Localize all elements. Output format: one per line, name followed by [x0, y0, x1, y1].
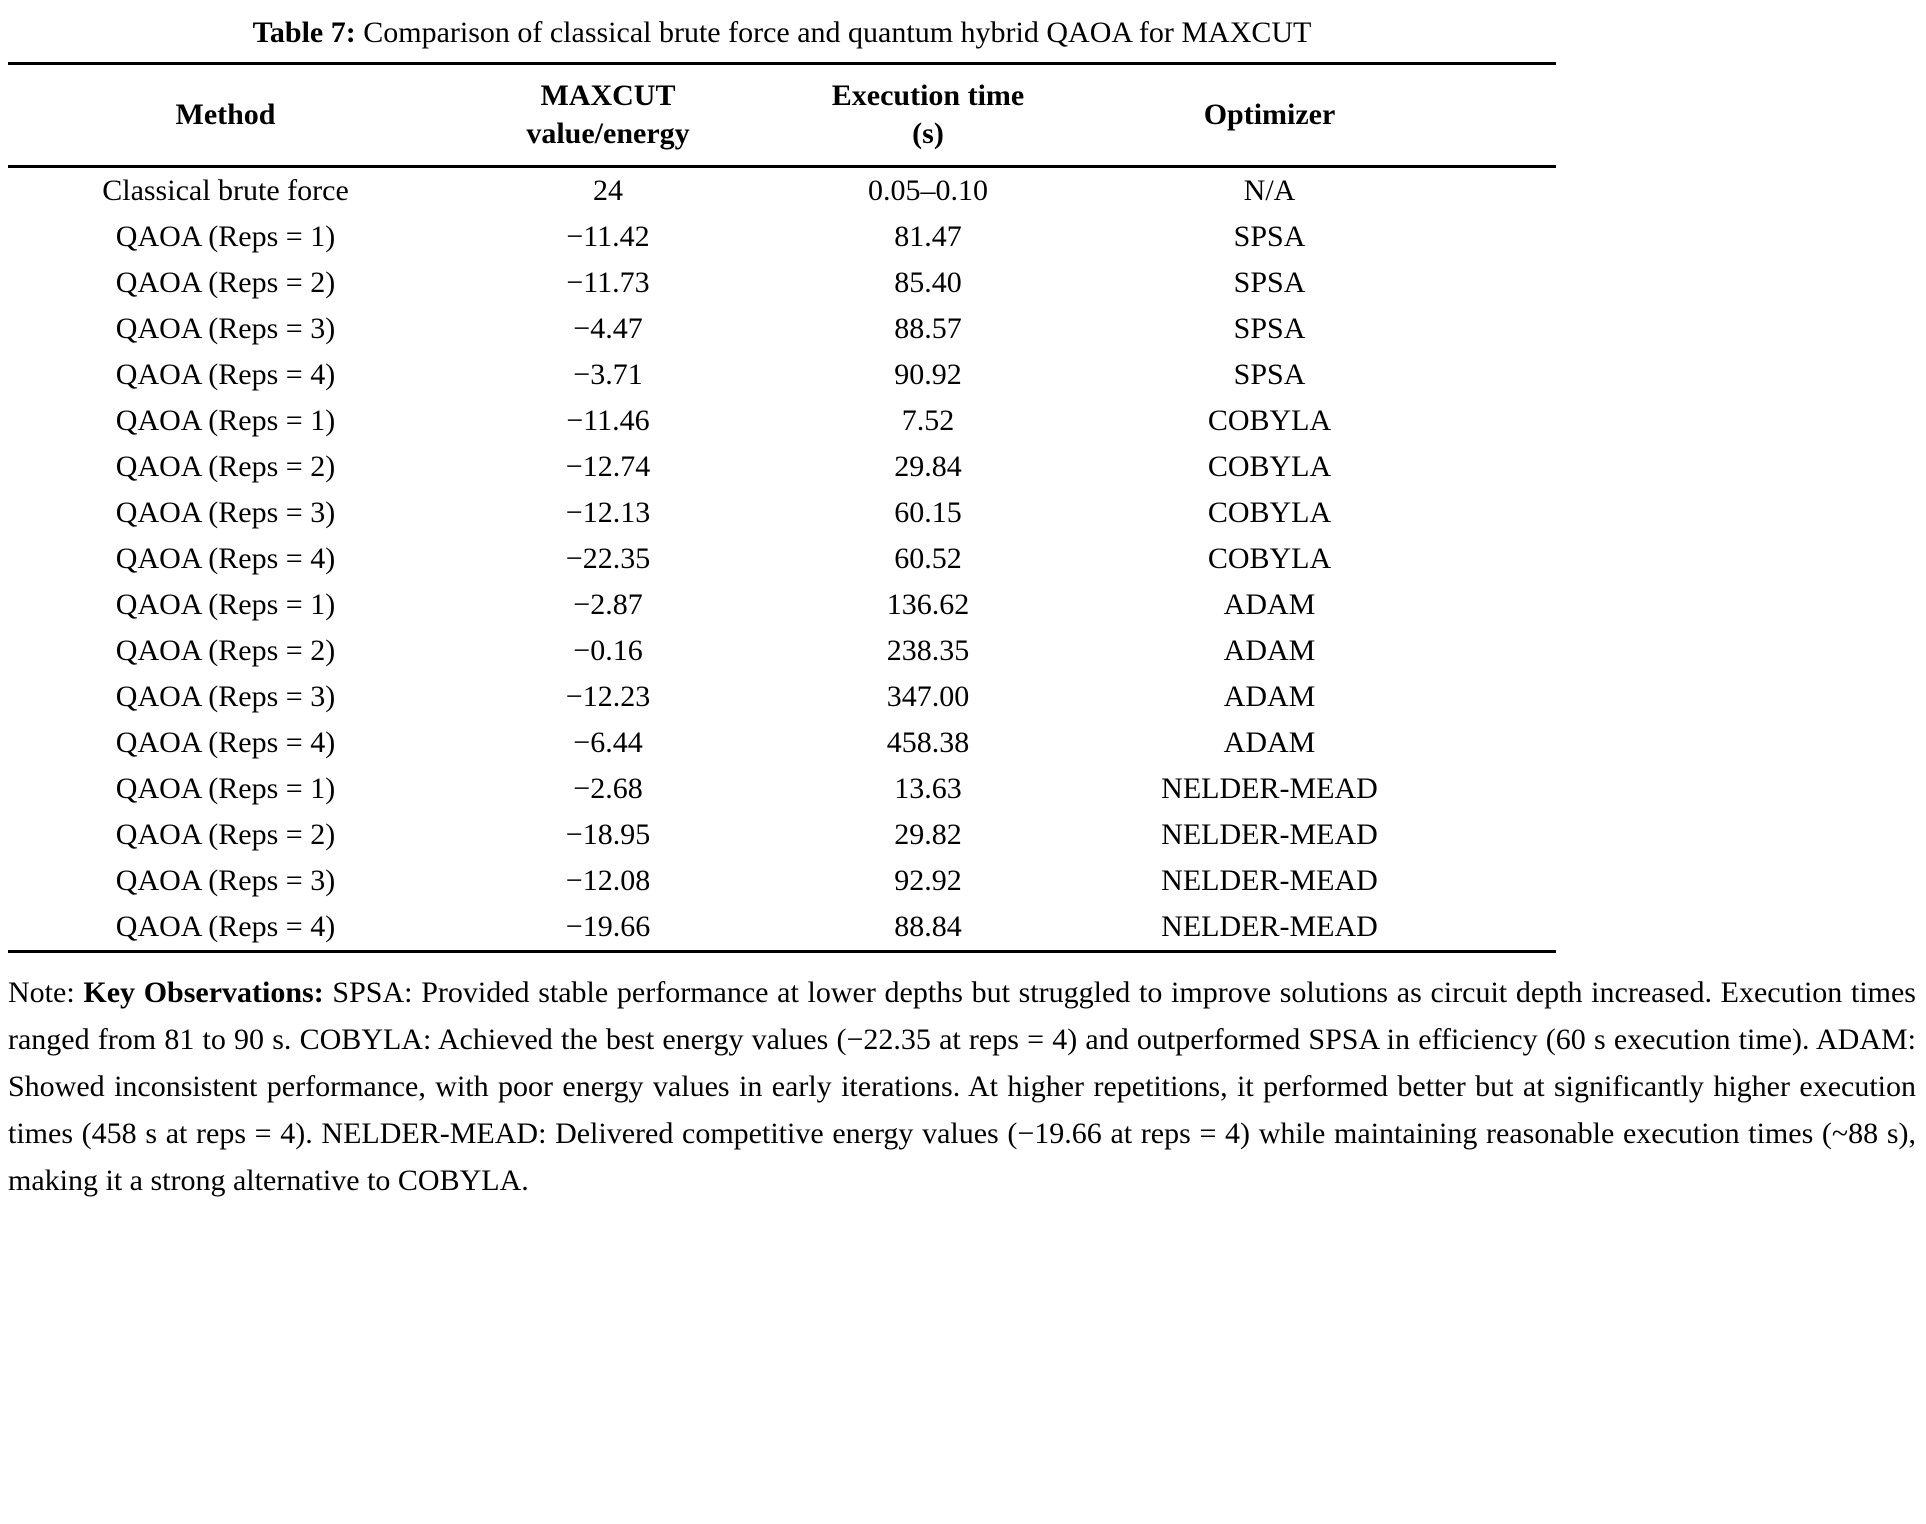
table-cell: COBYLA: [1207, 496, 1332, 529]
table-cell: −6.44: [573, 726, 643, 759]
table-cell: QAOA (Reps = 1): [115, 404, 336, 437]
table-cell: QAOA (Reps = 2): [115, 450, 336, 483]
table-note: [8, 969, 1916, 1204]
table-cell: 29.84: [894, 450, 962, 483]
table-cell: QAOA (Reps = 2): [115, 634, 336, 667]
table-cell: QAOA (Reps = 2): [115, 818, 336, 851]
table-cell: 60.52: [894, 542, 962, 575]
column-header: [8, 64, 443, 167]
table-cell: QAOA (Reps = 4): [115, 358, 336, 391]
note-text: SPSA: Provided stable performance at lower depths but struggled to improve solutions as circuit depth increased. Execution times ranged from 81 to 90 s. COBYLA: Achieved the best energy values (−22.35 at reps = 4) and outperformed SPSA in efficiency (60 s execution time). ADAM: Showed inconsistent performance, with poor energy values in early iterations. At higher repetitions, it performed better but at significantly higher execution times (458 s at reps = 4). NELDER-MEAD: Delivered competitive energy values (−19.66 at reps = 4) while maintaining reasonable execution times (~88 s), making it a strong alternative to COBYLA.: [8, 976, 1916, 1197]
table-cell: QAOA (Reps = 1): [115, 772, 336, 805]
note-bold-label: Key Observations:: [83, 976, 324, 1009]
table-header: [8, 64, 1556, 167]
table-cell: −11.46: [566, 404, 650, 437]
table-cell: 7.52: [901, 404, 955, 437]
note-text: Note:: [8, 976, 84, 1009]
table-cell: −18.95: [565, 818, 651, 851]
table-row: [8, 582, 1556, 628]
table-cell: −19.66: [565, 910, 651, 943]
column-header: [773, 64, 1083, 167]
table-row: [8, 812, 1556, 858]
table-cell: 92.92: [894, 864, 962, 897]
table-cell: −12.23: [565, 680, 651, 713]
table-row: [8, 490, 1556, 536]
table-cell: COBYLA: [1207, 404, 1332, 437]
table-cell: 88.57: [894, 312, 962, 345]
table-cell: −2.87: [573, 588, 643, 621]
column-header-line: value/energy: [526, 117, 690, 150]
table-cell: QAOA (Reps = 2): [115, 266, 336, 299]
table-row: [8, 260, 1556, 306]
table-cell: Classical brute force: [102, 174, 349, 207]
table-row: [8, 444, 1556, 490]
table-cell: 458.38: [886, 726, 970, 759]
table-row: [8, 352, 1556, 398]
table-cell: COBYLA: [1207, 450, 1332, 483]
table-cell: −22.35: [565, 542, 651, 575]
table-cell: −12.08: [565, 864, 651, 897]
table-caption-label: Table 7:: [252, 16, 356, 49]
table-cell: −12.13: [565, 496, 651, 529]
table-cell: −4.47: [573, 312, 643, 345]
table-cell: SPSA: [1233, 266, 1306, 299]
column-header: [1083, 64, 1556, 167]
table-cell: 13.63: [894, 772, 962, 805]
table-caption: [8, 6, 1556, 62]
table-cell: 136.62: [886, 588, 970, 621]
column-header: [443, 64, 773, 167]
table-cell: QAOA (Reps = 4): [115, 726, 336, 759]
table-row: [8, 766, 1556, 812]
table-cell: 90.92: [894, 358, 962, 391]
table-cell: 29.82: [894, 818, 962, 851]
table-row: [8, 167, 1556, 215]
table-cell: 81.47: [894, 220, 962, 253]
table-cell: 85.40: [894, 266, 962, 299]
table-header-row: [8, 64, 1556, 167]
table-cell: 24: [593, 174, 623, 207]
table-cell: 0.05–0.10: [868, 174, 988, 207]
table-cell: ADAM: [1223, 634, 1316, 667]
column-header-line: Optimizer: [1203, 98, 1336, 131]
table-row: [8, 858, 1556, 904]
table-cell: −11.42: [566, 220, 650, 253]
table-row: [8, 904, 1556, 952]
table-cell: QAOA (Reps = 1): [115, 588, 336, 621]
column-header-line: MAXCUT: [540, 79, 676, 112]
table-cell: SPSA: [1233, 220, 1306, 253]
table-cell: QAOA (Reps = 1): [115, 220, 336, 253]
table-cell: SPSA: [1233, 358, 1306, 391]
table-cell: NELDER-MEAD: [1161, 772, 1378, 805]
table-row: [8, 628, 1556, 674]
table-cell: QAOA (Reps = 3): [115, 680, 336, 713]
table-cell: ADAM: [1223, 588, 1316, 621]
table-cell: −0.16: [573, 634, 643, 667]
table-cell: COBYLA: [1207, 542, 1332, 575]
table-cell: NELDER-MEAD: [1161, 864, 1378, 897]
table-row: [8, 674, 1556, 720]
table-cell: NELDER-MEAD: [1161, 910, 1378, 943]
table-cell: −2.68: [573, 772, 643, 805]
table-cell: 88.84: [894, 910, 962, 943]
column-header-line: Method: [175, 98, 276, 131]
table-row: [8, 536, 1556, 582]
table-row: [8, 306, 1556, 352]
table-cell: QAOA (Reps = 4): [115, 542, 336, 575]
table-cell: 238.35: [886, 634, 970, 667]
table-row: [8, 398, 1556, 444]
table-cell: NELDER-MEAD: [1161, 818, 1378, 851]
table-cell: 347.00: [886, 680, 970, 713]
column-header-line: Execution time: [831, 79, 1025, 112]
results-table: [8, 62, 1556, 953]
table-cell: QAOA (Reps = 3): [115, 864, 336, 897]
table-cell: ADAM: [1223, 726, 1316, 759]
table-cell: −11.73: [566, 266, 650, 299]
table-cell: N/A: [1243, 174, 1296, 207]
table-block: [8, 6, 1556, 953]
table-cell: −12.74: [565, 450, 651, 483]
table-cell: QAOA (Reps = 3): [115, 496, 336, 529]
column-header-line: (s): [912, 117, 944, 150]
table-cell: −3.71: [573, 358, 643, 391]
table-cell: QAOA (Reps = 3): [115, 312, 336, 345]
table-cell: SPSA: [1233, 312, 1306, 345]
table-body: [8, 167, 1556, 952]
table-cell: QAOA (Reps = 4): [115, 910, 336, 943]
table-caption-text: Comparison of classical brute force and quantum hybrid QAOA for MAXCUT: [355, 16, 1312, 49]
table-cell: ADAM: [1223, 680, 1316, 713]
table-row: [8, 720, 1556, 766]
table-row: [8, 214, 1556, 260]
table-cell: 60.15: [894, 496, 962, 529]
